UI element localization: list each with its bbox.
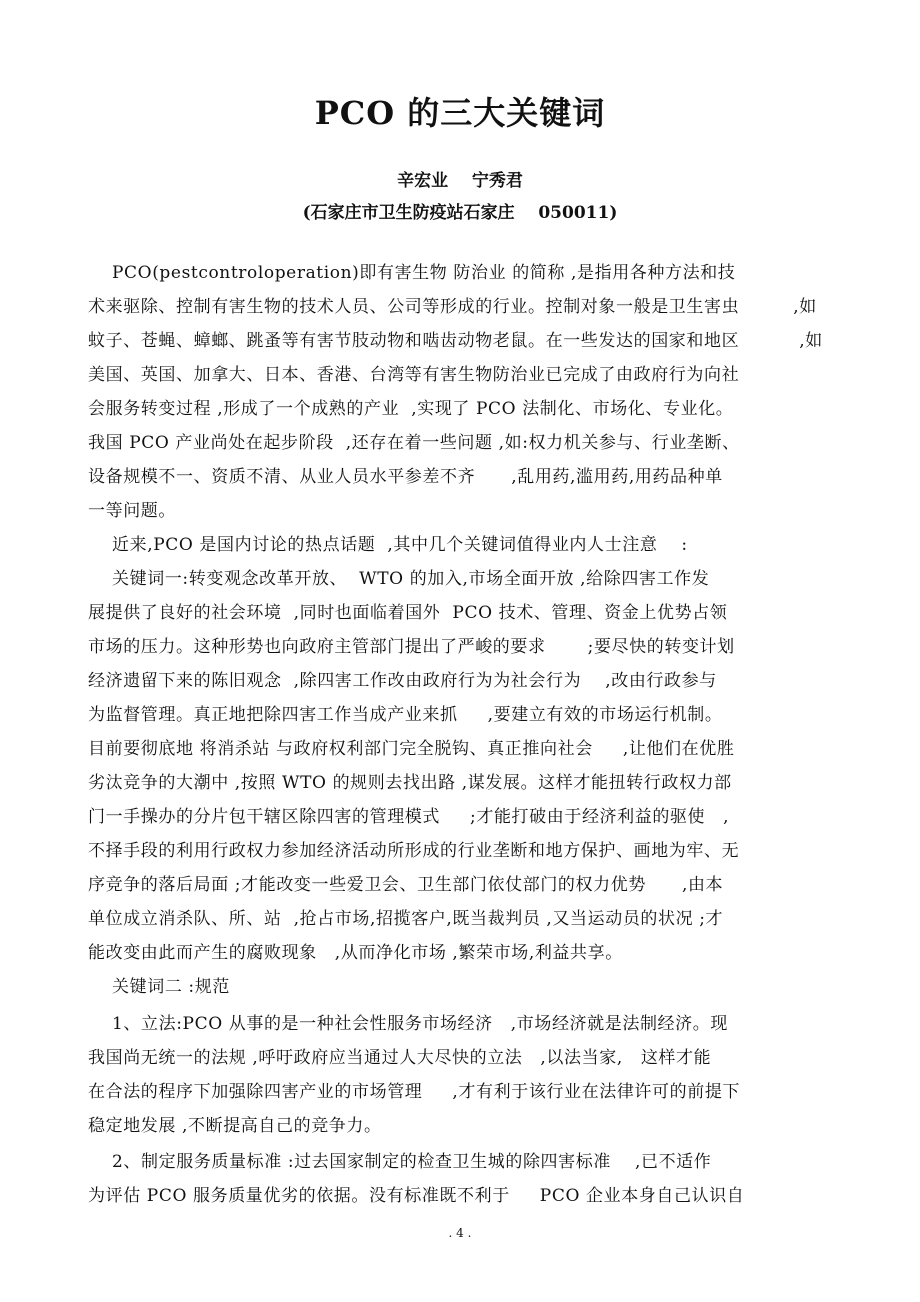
text-line: 设备规模不一、资质不清、从业人员水平参差不齐 ,乱用药,滥用药,用药品种单 [88, 467, 723, 487]
text-line: 术来驱除、控制有害生物的技术人员、公司等形成的行业。控制对象一般是卫生害虫 ,如 [88, 297, 817, 317]
text-line: 能改变由此而产生的腐败现象 ,从而净化市场 ,繁荣市场,利益共享。 [88, 943, 623, 963]
affiliation: (石家庄市卫生防疫站石家庄 050011) [302, 203, 618, 223]
text-line: 关键词二 :规范 [88, 977, 230, 997]
text-line: 门一手操办的分片包干辖区除四害的管理模式 ;才能打破由于经济利益的驱使 , [88, 807, 730, 827]
authors: 辛宏业 宁秀君 [397, 171, 523, 191]
text-line: 蚊子、苍蝇、蟑螂、跳蚤等有害节肢动物和啮齿动物老鼠。在一些发达的国家和地区 ,如 [88, 331, 823, 351]
text-line: 稳定地发展 ,不断提高自己的竞争力。 [88, 1116, 382, 1136]
text-line: 在合法的程序下加强除四害产业的市场管理 ,才有利于该行业在法律许可的前提下 [88, 1082, 741, 1102]
text-line: 美国、英国、加拿大、日本、香港、台湾等有害生物防治业已完成了由政府行为向社 [88, 365, 740, 385]
text-line: 展提供了良好的社会环境 ,同时也面临着国外 PCO 技术、管理、资金上优势占领 [88, 603, 728, 623]
text-line: 不择手段的利用行政权力参加经济活动所形成的行业垄断和地方保护、画地为牢、无 [88, 841, 740, 861]
text-line: 为评估 PCO 服务质量优劣的依据。没有标准既不利于 PCO 企业本身自己认识自 [88, 1186, 745, 1206]
text-line: 会服务转变过程 ,形成了一个成熟的产业 ,实现了 PCO 法制化、市场化、专业化。 [88, 399, 734, 419]
text-line: 1、立法:PCO 从事的是一种社会性服务市场经济 ,市场经济就是法制经济。现 [88, 1014, 728, 1034]
text-line: 近来,PCO 是国内讨论的热点话题 ,其中几个关键词值得业内人士注意 : [88, 535, 688, 555]
text-line: 2、制定服务质量标准 :过去国家制定的检查卫生城的除四害标准 ,已不适作 [88, 1152, 712, 1172]
text-line: PCO(pestcontroloperation)即有害生物 防治业 的简称 ,是指用各种方法和技 [88, 263, 736, 283]
text-line: 我国尚无统一的法规 ,呼吁政府应当通过人大尽快的立法 ,以法当家, 这样才能 [88, 1048, 712, 1068]
page-title: PCO 的三大关键词 [314, 94, 606, 132]
text-line: 目前要彻底地 将消杀站 与政府权利部门完全脱钩、真正推向社会 ,让他们在优胜 [88, 739, 735, 759]
text-line: 我国 PCO 产业尚处在起步阶段 ,还存在着一些问题 ,如:权力机关参与、行业垄断、 [88, 433, 740, 453]
text-line: 序竞争的落后局面 ;才能改变一些爱卫会、卫生部门依仗部门的权力优势 ,由本 [88, 875, 724, 895]
text-line: 市场的压力。这种形势也向政府主管部门提出了严峻的要求 ;要尽快的转变计划 [88, 637, 735, 657]
text-line: 经济遗留下来的陈旧观念 ,除四害工作改由政府行为为社会行为 ,改由行政参与 [88, 671, 717, 691]
text-line: 一等问题。 [88, 501, 176, 521]
text-line: 劣汰竞争的大潮中 ,按照 WTO 的规则去找出路 ,谋发展。这样才能扭转行政权力部 [88, 773, 732, 793]
text-line: 关键词一:转变观念改革开放、 WTO 的加入,市场全面开放 ,给除四害工作发 [88, 569, 710, 589]
text-line: 为监督管理。真正地把除四害工作当成产业来抓 ,要建立有效的市场运行机制。 [88, 705, 723, 725]
text-line: 单位成立消杀队、所、站 ,抢占市场,招揽客户,既当裁判员 ,又当运动员的状况 ;才 [88, 909, 724, 929]
page-number: . 4 . [448, 1226, 472, 1240]
